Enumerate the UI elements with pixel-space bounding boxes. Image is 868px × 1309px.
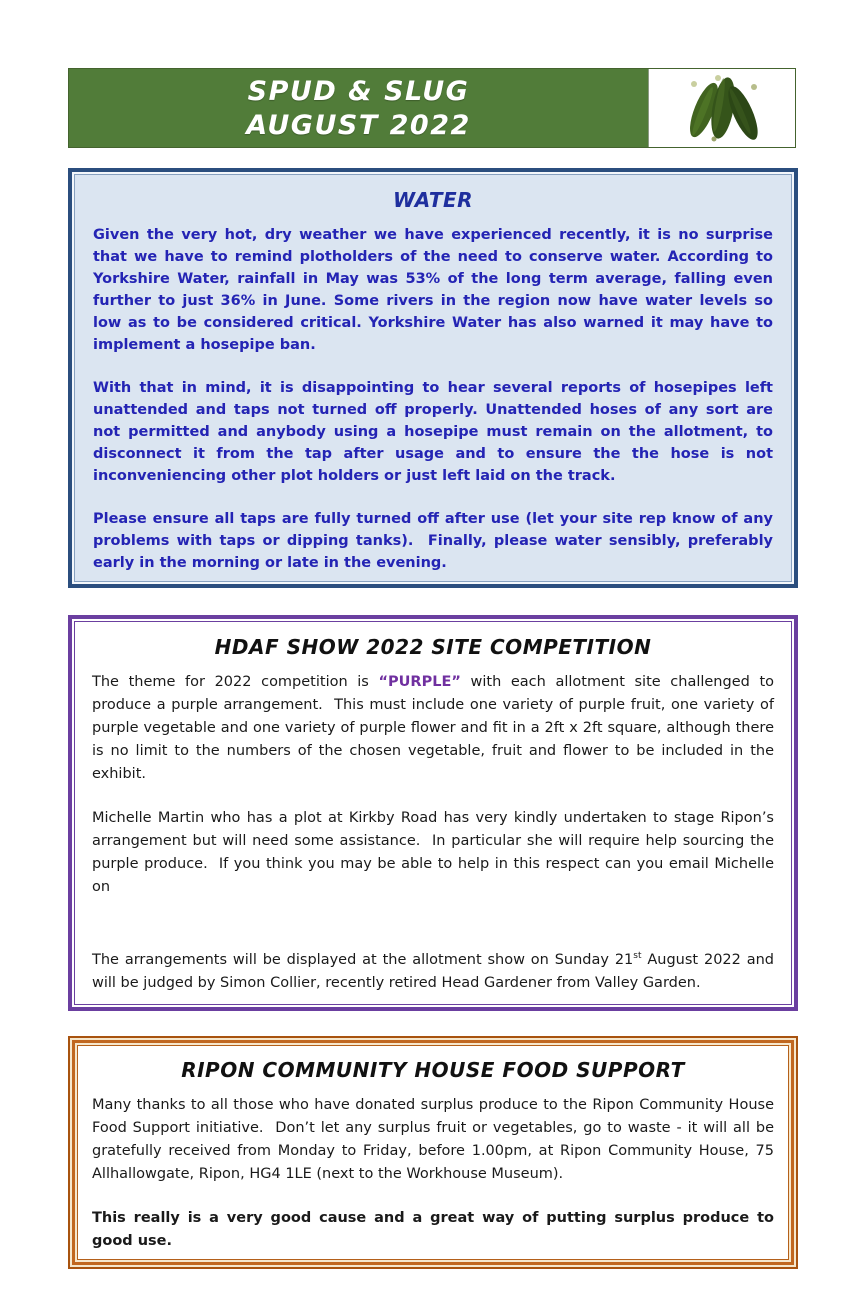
masthead-titles: [69, 69, 648, 147]
hdaf-show-title: HDAF SHOW 2022 SITE COMPETITION: [214, 635, 652, 659]
hdaf-paragraph-2: Michelle Martin who has a plot at Kirkby Road has very kindly undertaken to stage Ripon’s arrangement but will need some assistance. In particular she will require help sourcing the purple produce. If you think you may be able to help in this respect can you email Michelle on: [92, 810, 779, 895]
water-paragraph-3: Please ensure all taps are fully turned off after use (let your site rep know of any problems with taps or dipping tanks). Finally, please water sensibly, preferably early in the morning or late in the evening.: [93, 511, 779, 571]
water-paragraph-2: With that in mind, it is disappointing to hear several reports of hosepipes left unattended and taps not turned off properly. Unattended hoses of any sort are not permitted and anybody using a hosepipe must remain on the allotment, to disconnect it from the tap after usage and to ensure the the hose is not inconveniencing other plot holders or just left laid on the track.: [93, 380, 779, 484]
hdaf-paragraph-1: [92, 671, 779, 786]
hdaf-paragraph-3: [92, 949, 779, 995]
ripon-paragraph-bold: This really is a very good cause and a great way of putting surplus produce to good use.: [92, 1210, 780, 1249]
courgettes-image: [649, 69, 795, 147]
hdaf-p1-text: The theme for 2022 competition is: [92, 674, 379, 690]
water-article-box: [68, 168, 798, 588]
purple-theme-highlight: “PURPLE”: [378, 674, 461, 690]
courgettes-photo: [648, 69, 795, 147]
ripon-food-support-article-box: [68, 1036, 798, 1269]
hdaf-p3-text: The arrangements will be displayed at the allotment show on Sunday 21: [92, 952, 634, 968]
ordinal-suffix: st: [633, 951, 642, 962]
ripon-paragraph-1: Many thanks to all those who have donated surplus produce to the Ripon Community House Food Support initiative. Don’t let any surplus fruit or vegetables, go to waste - it will all be gratefully received from Monday to Friday, before 1.00pm, at Ripon Community House, 75 Allhallowgate, Ripon, HG4 1LE (next to the Workhouse Museum).: [92, 1097, 779, 1182]
masthead-banner: [68, 68, 796, 148]
water-title: WATER: [392, 188, 474, 212]
water-paragraph-1: Given the very hot, dry weather we have experienced recently, it is no surprise that we have to remind plotholders of the need to conserve water. According to Yorkshire Water, rainfall in May was 53% of the long term average, falling even further to just 36% in June. Some rivers in the region now have water levels so low as to be considered critical. Yorkshire Water has also warned it may have to implement a hosepipe ban.: [93, 227, 779, 353]
ripon-title: RIPON COMMUNITY HOUSE FOOD SUPPORT: [181, 1058, 685, 1082]
newsletter-issue-date: AUGUST 2022: [246, 109, 471, 141]
hdaf-p1-text-cont: with each allotment site challenged to produce a purple arrangement. This must include one variety of purple fruit, one variety of purple vegetable and one variety of purple flower and fit in a 2ft x 2ft square, although there is no limit to the numbers of the chosen vegetable, fruit and flower to be included in the exhibit.: [92, 674, 779, 782]
newsletter-title: SPUD & SLUG: [247, 75, 470, 107]
hdaf-show-article-box: [68, 615, 798, 1011]
hdaf-p3-text-cont: August 2022 and will be judged by Simon Collier, recently retired Head Gardener from Valley Garden.: [92, 952, 779, 991]
